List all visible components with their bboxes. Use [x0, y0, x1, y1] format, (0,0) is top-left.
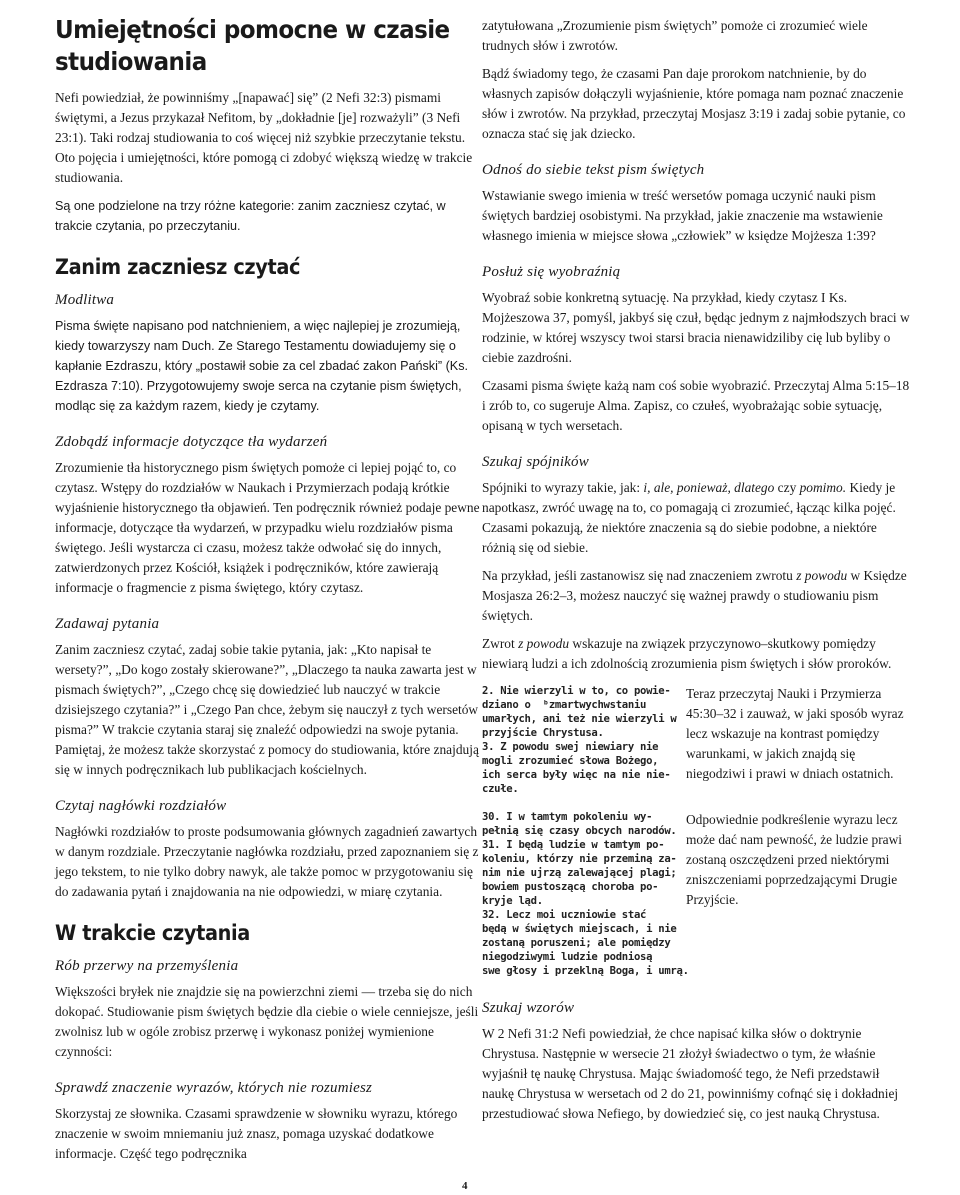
section-heading-while-reading: W trakcie czytania	[55, 921, 250, 945]
scan-line: kryje ląd.	[482, 895, 543, 907]
subheading-questions: Zadawaj pytania	[55, 616, 160, 632]
paragraph-conjunctions	[482, 478, 910, 558]
paragraph-chapter-headings: Nagłówki rozdziałów to proste podsumowania głównych zagadnień zawartych w danym rozdziale. Przeczytanie nagłówka rozdziału, przed zapoznaniem się z jego tekstem, to nie tylko dobry nawyk, ale także pomoc w przygotowaniu się do zadawania pytań i znajdowania na nie odpowiedzi, w miarę czytania.	[55, 824, 479, 899]
scan-line: 30. I w tamtym pokoleniu wy-	[482, 811, 653, 823]
conjunction-list: i, ale, ponieważ, dlatego	[643, 480, 775, 495]
scan-line: pełnią się czasy obcych narodów.	[482, 825, 677, 837]
paragraph-continued: zatytułowana „Zrozumienie pism świętych” pomoże ci zrozumieć wiele trudnych słów i zwrotów.	[482, 18, 868, 53]
scan-line: będą w świętych miejscach, i nie	[482, 923, 677, 935]
phrase-z-powodu: z powodu	[518, 636, 570, 651]
subheading-imagination: Posłuż się wyobraźnią	[482, 264, 621, 280]
text: Spójniki to wyrazy takie, jak:	[482, 480, 644, 495]
text: wskazuje na związek przyczynowo–skutkowy pomiędzy niewiarą ludzi a ich zdolnością zrozumienia pism świętych i słów proroków.	[482, 636, 892, 671]
text: w Księdze Mosjasza 26:2–3, możesz nauczyć się ważnej prawdy o studiowaniu pism świętych.	[482, 568, 907, 623]
conjunction-pomimo: pomimo.	[799, 480, 847, 495]
scan-line: koleniu, którzy nie przeminą za-	[482, 853, 677, 865]
scan-line: umarłych, ani też nie wierzyli w	[482, 713, 677, 725]
text: Zwrot	[482, 636, 519, 651]
paragraph-pause: Większości bryłek nie znajdzie się na powierzchni ziemi — trzeba się do nich dokopać. Studiowanie pism świętych będzie dla ciebie o wiele cenniejsze, jeśli zwolnisz lub w ogóle zrobisz przerwę i wykonasz poniżej wymienione czynności:	[55, 984, 479, 1059]
intro-paragraph: Nefi powiedział, że powinniśmy „[napawać] się” (2 Nefi 32:3) pismami świętymi, a Jezus przykazał Nefitom, by „dokładnie [je] rozważyli” (3 Nefi 23:1). Taki rodzaj studiowania to coś więcej niż szybkie przeczytanie tekstu. Oto pojęcia i umiejętności, które pomogą ci zdobyć większą wiedzę w trakcie studiowania.	[55, 90, 473, 185]
scan-line: przyjście Chrystusa.	[482, 727, 604, 739]
scan-line: ich serca były więc na nie nie-	[482, 769, 671, 781]
paragraph-z-powodu	[482, 566, 910, 626]
right-column	[482, 16, 910, 1132]
paragraph-words: Skorzystaj ze słownika. Czasami sprawdzenie w słowniku wyrazu, którego znaczenie w swoim mniemaniu już znasz, pomaga uzyskać dodatkowe informacje. Część tego podręcznika	[55, 1106, 458, 1161]
paragraph-liken: Wstawianie swego imienia w treść wersetów pomaga uczynić nauki pism świętych bardziej osobistymi. Na przykład, jakie znaczenie ma wstawienie własnego imienia w miejsce słowa „człowiek” w księdze Mojżesza 1:39?	[482, 188, 883, 243]
subheading-patterns: Szukaj wzorów	[482, 1000, 575, 1016]
scan-line: 32. Lecz moi uczniowie stać	[482, 909, 647, 921]
text: Kiedy je napotkasz, zwróć uwagę na to, co pomagają ci zrozumieć, łącząc kilka pojęć. Czasami pokazują, że niektóre znaczenia są do siebie podobne, a niektóre różnią się od siebie.	[482, 480, 896, 555]
scan-line: bowiem pustoszącą choroba po-	[482, 881, 659, 893]
paragraph-zwrot	[482, 634, 910, 674]
subheading-modlitwa: Modlitwa	[55, 292, 115, 308]
scan-line: 31. I będą ludzie w tamtym po-	[482, 839, 665, 851]
scan-line: 3. Z powodu swej niewiary nie	[482, 741, 659, 753]
paragraph-questions: Zanim zaczniesz czytać, zadaj sobie takie pytania, jak: „Kto napisał te wersety?”, „Do kogo zostały skierowane?”, „Dlaczego ta nauka zawarta jest w pismach świętych?”, „Czego chcę się dowiedzieć lub nauczyć w trakcie dzisiejszego czytania?” i „Czego Pan chce, żebym się nauczył z tych wersetów pisma?” W trakcie czytania staraj się znaleźć odpowiedzi na swoje pytania. Pamiętaj, że możesz także skorzystać z pomocy do studiowania, które znajdują się w innych podręcznikach lub publikacjach kościelnych.	[55, 642, 479, 777]
page-number: 4	[462, 1180, 468, 1192]
side-note-lecz	[670, 684, 910, 784]
left-column	[55, 14, 480, 1172]
subheading-chapter-headings: Czytaj nagłówki rozdziałów	[55, 798, 227, 814]
scripture-scan-mosiah	[482, 684, 677, 796]
subheading-pause: Rób przerwy na przemyślenia	[55, 958, 239, 974]
subheading-liken: Odnoś do siebie tekst pism świętych	[482, 162, 705, 178]
scripture-excerpt-mosiah	[482, 684, 910, 796]
phrase-z-powodu: z powodu	[796, 568, 848, 583]
paragraph-patterns: W 2 Nefi 31:2 Nefi powiedział, że chce napisać kilka słów o doktrynie Chrystusa. Następnie w wersecie 21 złożył świadectwo o tym, że właśnie wyjaśnił tę naukę Chrystusa. Mając świadomość tego, że Nefi przedstawił naukę Chrystusa w wersetach od 2 do 21, powinniśmy cofnąć się i dokładniej przestudiować słowa Nefiego, by dowiedzieć się, co jest nauką Chrystusa.	[482, 1026, 899, 1121]
paragraph-imagination-1: Wyobraź sobie konkretną sytuację. Na przykład, kiedy czytasz I Ks. Mojżeszowa 37, pomyśl, jakbyś się czuł, będąc jednym z najmłodszych braci w rodzinie, w której wszyscy twoi starsi bracia nienawidziliby cię lub byliby o ciebie zazdrośni.	[482, 290, 910, 365]
paragraph-side-prawi: Odpowiednie podkreślenie wyrazu lecz może dać nam pewność, że ludzie prawi zostaną oszczędzeni przed niektórymi zniszczeniami poprzedzającymi Drugie Przyjście.	[686, 812, 903, 907]
paragraph-modlitwa: Pisma święte napisano pod natchnieniem, a więc najlepiej je zrozumieją, kiedy towarzyszy nam Duch. Ze Starego Testamentu dowiadujemy się o kapłanie Ezdraszu, który „postawił sobie za cel zbadać zakon Pański” (Ks. Ezdrasza 7:10). Przygotowujemy swoje serca na czytanie pism świętych, modląc się za każdym razem, kiedy je czytamy.	[55, 319, 468, 413]
scan-line: swe głosy i przeklną Boga, i umrą.	[482, 965, 689, 977]
scan-line: niegodziwymi ludzie podniosą	[482, 951, 653, 963]
page-title: Umiejętności pomocne w czasie studiowania	[55, 15, 450, 76]
paragraph-prophets: Bądź świadomy tego, że czasami Pan daje prorokom natchnienie, by do własnych zapisów dołączyli wyjaśnienie, które pomaga nam poznać znaczenie słów i zwrotów. Na przykład, przeczytaj Mosjasz 3:19 i zadaj sobie pytanie, co oznacza stać się jak dziecko.	[482, 66, 906, 141]
scan-line: 2. Nie wierzyli w to, co powie-	[482, 685, 671, 697]
intro-categories: Są one podzielone na trzy różne kategorie: zanim zaczniesz czytać, w trakcie czytania, po przeczytaniu.	[55, 199, 446, 233]
text: czy	[774, 480, 800, 495]
text: Na przykład, jeśli zastanowisz się nad znaczeniem zwrotu	[482, 568, 797, 583]
scan-line: dziano o ᵇzmartwychwstaniu	[482, 699, 647, 711]
scripture-scan-dc	[482, 810, 689, 978]
scan-line: czułe.	[482, 783, 519, 795]
section-heading-before-reading: Zanim zaczniesz czytać	[55, 255, 301, 279]
scripture-excerpt-dc	[482, 810, 910, 978]
paragraph-imagination-2: Czasami pisma święte każą nam coś sobie wyobrazić. Przeczytaj Alma 5:15–18 i zrób to, co sugeruje Alma. Zapisz, co czułeś, wyobrażając sobie sytuację, opisaną w tych wersetach.	[482, 378, 910, 433]
scan-line: mogli zrozumieć słowa Bożego,	[482, 755, 659, 767]
subheading-background: Zdobądź informacje dotyczące tła wydarzeń	[55, 434, 328, 450]
scan-line: zostaną poruszeni; ale pomiędzy	[482, 937, 671, 949]
paragraph-background: Zrozumienie tła historycznego pism świętych pomoże ci lepiej pojąć to, co czytasz. Wstępy do rozdziałów w Naukach i Przymierzach podają krótkie wyjaśnienie historycznego tła objawień. Ten podręcznik również podaje pewne informacje, dotyczące tła wydarzeń, w przypadku wielu rozdziałów pisma świętego. Jeśli wystarcza ci czasu, możesz także odwołać się do innych, zatwierdzonych przez Kościół, książek i podręczników, które zawierają informacje o fragmencie z pisma świętego, który czytasz.	[55, 460, 480, 595]
paragraph-side-lecz: Teraz przeczytaj Nauki i Przymierza 45:30–32 i zauważ, w jaki sposób wyraz lecz wskazuje na kontrast pomiędzy warunkami, w jakich znajdą się niegodziwi i prawi w dniach ostatnich.	[686, 686, 904, 781]
subheading-words: Sprawdź znaczenie wyrazów, których nie rozumiesz	[55, 1080, 373, 1096]
subheading-conjunctions: Szukaj spójników	[482, 454, 589, 470]
side-note-prawi	[670, 810, 910, 910]
scan-line: nim nie ujrzą zalewającej plagi;	[482, 867, 677, 879]
